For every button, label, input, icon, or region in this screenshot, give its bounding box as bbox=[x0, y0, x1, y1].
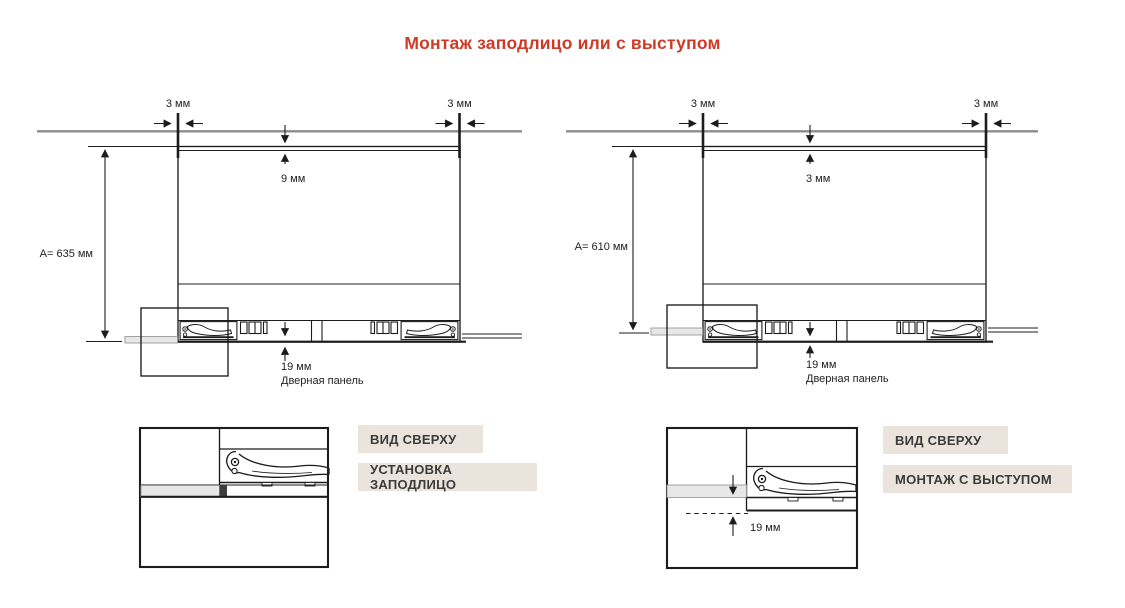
gap-right-label: 3 мм bbox=[447, 98, 472, 110]
top-reveal-label: 3 мм bbox=[806, 173, 831, 185]
glider-notch bbox=[833, 498, 843, 502]
hinge-mechanism-icon bbox=[180, 322, 267, 340]
seal-block bbox=[220, 485, 228, 497]
glider-notch bbox=[788, 498, 798, 502]
panel-thickness-label: 19 мм bbox=[281, 361, 312, 373]
hinge-top-view-icon bbox=[754, 469, 856, 495]
gap-left-label: 3 мм bbox=[690, 98, 716, 110]
gap-left-label: 3 мм bbox=[165, 98, 191, 110]
top-reveal-label: 9 мм bbox=[281, 173, 306, 185]
door-panel-caption: Дверная панель bbox=[806, 373, 889, 385]
worktop-surface bbox=[125, 337, 178, 344]
door-panel-outline bbox=[178, 147, 460, 343]
detail-view-protruding bbox=[667, 428, 857, 568]
side-wall-surface bbox=[141, 486, 220, 497]
door-panel-caption: Дверная панель bbox=[281, 375, 364, 387]
worktop-surface bbox=[651, 328, 703, 335]
side-wall-surface bbox=[667, 485, 747, 498]
hinge-mechanism-icon bbox=[371, 322, 458, 340]
left-diagram bbox=[37, 98, 522, 387]
page-title: Монтаж заподлицо или с выступом bbox=[404, 33, 721, 53]
view-label-chip: ВИД СВЕРХУ bbox=[883, 426, 1008, 454]
protrusion-label: 19 мм bbox=[750, 522, 781, 534]
protrusion-dimension bbox=[686, 475, 748, 536]
door-panel-outline bbox=[703, 147, 986, 343]
panel-thickness-label: 19 мм bbox=[806, 359, 837, 371]
right-diagram bbox=[566, 98, 1038, 385]
height-label: A= 610 мм bbox=[574, 241, 628, 253]
hinge-mechanism-icon bbox=[705, 322, 792, 340]
hinge-mechanism-icon bbox=[897, 322, 984, 340]
view-label-chip: ВИД СВЕРХУ bbox=[358, 425, 483, 453]
mode-label-chip-flush: УСТАНОВКА ЗАПОДЛИЦО bbox=[358, 463, 537, 491]
height-label: A= 635 мм bbox=[39, 248, 93, 260]
height-dimension bbox=[86, 147, 177, 342]
mode-label-chip-protruding: МОНТАЖ С ВЫСТУПОМ bbox=[883, 465, 1072, 493]
detail-view-flush bbox=[140, 428, 329, 567]
hinge-top-view-icon bbox=[227, 452, 329, 478]
gap-right-label: 3 мм bbox=[973, 98, 999, 110]
